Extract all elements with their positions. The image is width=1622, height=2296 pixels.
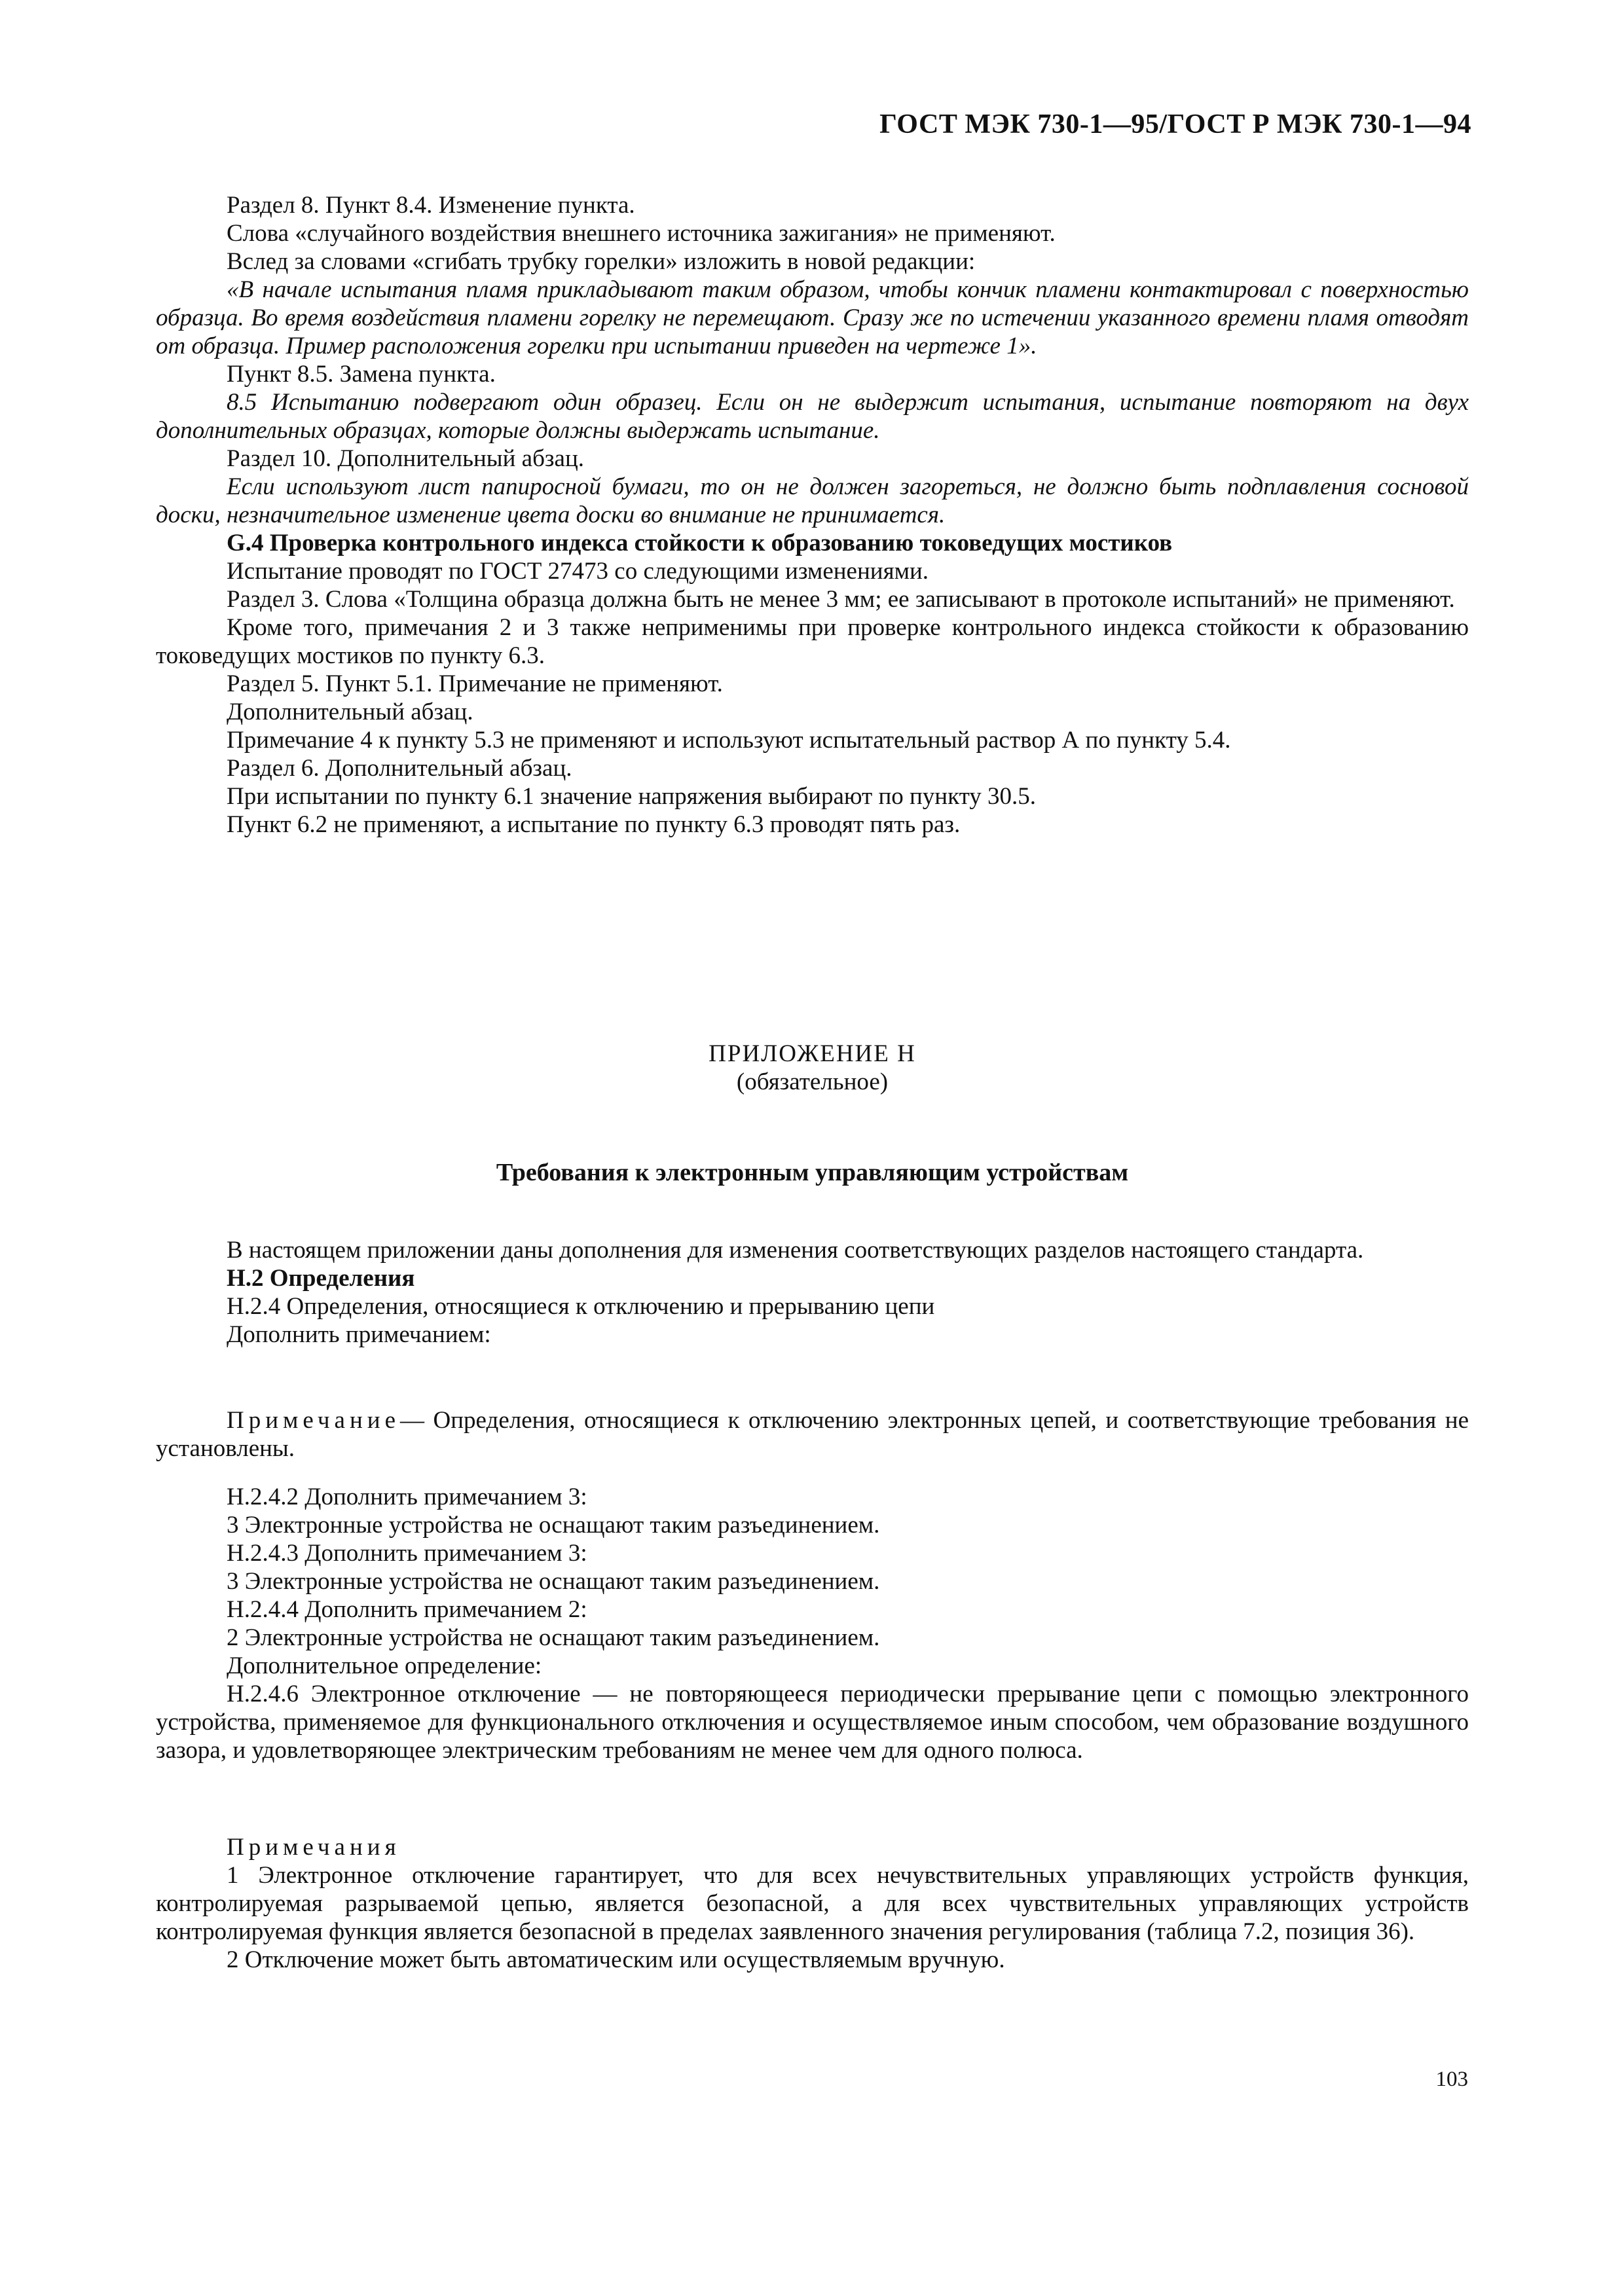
appendix-label: ПРИЛОЖЕНИЕ Н (709, 1040, 916, 1067)
paragraph: Пункт 8.5. Замена пункта. (227, 361, 496, 388)
paragraph: Дополнить примечанием: (227, 1321, 491, 1348)
section-g-text (156, 191, 1469, 839)
page-number: 103 (1435, 2068, 1468, 2091)
paragraph: Н.2.4.2 Дополнить примечанием 3: (227, 1484, 587, 1510)
section-h-text-top (156, 1236, 1469, 1349)
section-heading-h2: Н.2 Определения (227, 1265, 415, 1292)
paragraph: Слова «случайного воздействия внешнего источника зажигания» не применяют. (227, 220, 1056, 247)
paragraph: Примечание 4 к пункту 5.3 не применяют и используют испытательный раствор А по пункту 5.4. (227, 727, 1231, 754)
note-item: 1 Электронное отключение гарантирует, что для всех нечувствительных управляющих устройств функция, контролируемая разрываемой цепью, является безопасной, а для всех чувствительных управляющих устройств контролируемая функция является безопасной в пределах заявленного значения регулирования (таблица 7.2, позиция 36). (156, 1862, 1469, 1945)
paragraph: Пункт 6.2 не применяют, а испытание по пункту 6.3 проводят пять раз. (227, 811, 961, 838)
italic-paragraph: 8.5 Испытанию подвергают один образец. Если он не выдержит испытания, испытание повторяют на двух дополнительных образцах, которые должны выдержать испытание. (156, 389, 1469, 444)
page-header-standard-code: ГОСТ МЭК 730-1—95/ГОСТ Р МЭК 730-1—94 (879, 109, 1471, 139)
paragraph: Н.2.4 Определения, относящиеся к отключению и прерыванию цепи (227, 1293, 935, 1320)
note-paragraph (156, 1406, 1469, 1463)
paragraph: Н.2.4.6 Электронное отключение — не повторяющееся периодически прерывание цепи с помощью электронного устройства, применяемое для функционального отключения и осуществляемое иным способом, чем образование воздушного зазора, и удовлетворяющее электрическим требованиям не менее чем для одного полюса. (156, 1681, 1469, 1764)
section-heading-g4: G.4 Проверка контрольного индекса стойкости к образованию токоведущих мостиков (227, 530, 1173, 556)
paragraph: Раздел 8. Пункт 8.4. Изменение пункта. (227, 192, 635, 219)
paragraph: Раздел 6. Дополнительный абзац. (227, 755, 572, 782)
paragraph: Кроме того, примечания 2 и 3 также неприменимы при проверке контрольного индекса стойкости к образованию токоведущих мостиков по пункту 6.3. (156, 614, 1469, 669)
paragraph: Н.2.4.3 Дополнить примечанием 3: (227, 1540, 587, 1567)
appendix-status: (обязательное) (736, 1068, 889, 1095)
paragraph: 3 Электронные устройства не оснащают таким разъединением. (227, 1568, 880, 1595)
italic-paragraph: «В начале испытания пламя прикладывают таким образом, чтобы кончик пламени контактировал с поверхностью образца. Во время воздействия пламени горелку не перемещают. Сразу же по истечении указанного времени пламя отводят от образца. Пример расположения горелки при испытании приведен на чертеже 1». (156, 276, 1469, 359)
notes-label: Примечания (227, 1834, 401, 1861)
paragraph: При испытании по пункту 6.1 значение напряжения выбирают по пункту 30.5. (227, 783, 1037, 810)
paragraph: Раздел 3. Слова «Толщина образца должна быть не менее 3 мм; ее записывают в протоколе испытаний» не применяют. (227, 586, 1455, 613)
paragraph: Дополнительное определение: (227, 1652, 542, 1679)
paragraph: В настоящем приложении даны дополнения для изменения соответствующих разделов настоящего стандарта. (227, 1237, 1364, 1264)
paragraph: 2 Электронные устройства не оснащают таким разъединением. (227, 1624, 880, 1651)
paragraph: Раздел 10. Дополнительный абзац. (227, 445, 585, 472)
paragraph: Вслед за словами «сгибать трубку горелки» изложить в новой редакции: (227, 248, 976, 275)
paragraph: Н.2.4.4 Дополнить примечанием 2: (227, 1596, 587, 1623)
paragraph: 3 Электронные устройства не оснащают таким разъединением. (227, 1512, 880, 1539)
paragraph: Испытание проводят по ГОСТ 27473 со следующими изменениями. (227, 558, 929, 585)
appendix-heading (156, 1040, 1469, 1096)
note-label: Примечание (227, 1407, 400, 1434)
paragraph: Раздел 5. Пункт 5.1. Примечание не применяют. (227, 670, 723, 697)
notes-block (156, 1833, 1469, 1974)
italic-paragraph: Если используют лист папиросной бумаги, то он не должен загореться, не должно быть подплавления сосновой доски, незначительное изменение цвета доски во внимание не принимается. (156, 473, 1469, 528)
appendix-title: Требования к электронным управляющим устройствам (496, 1159, 1129, 1186)
section-h-text-mid (156, 1483, 1469, 1764)
note-text: — Определения, относящиеся к отключению электронных цепей, и соответствующие требования не установлены. (156, 1407, 1469, 1462)
note-item: 2 Отключение может быть автоматическим или осуществляемым вручную. (227, 1946, 1005, 1973)
paragraph: Дополнительный абзац. (227, 699, 473, 725)
note-block (156, 1406, 1469, 1463)
